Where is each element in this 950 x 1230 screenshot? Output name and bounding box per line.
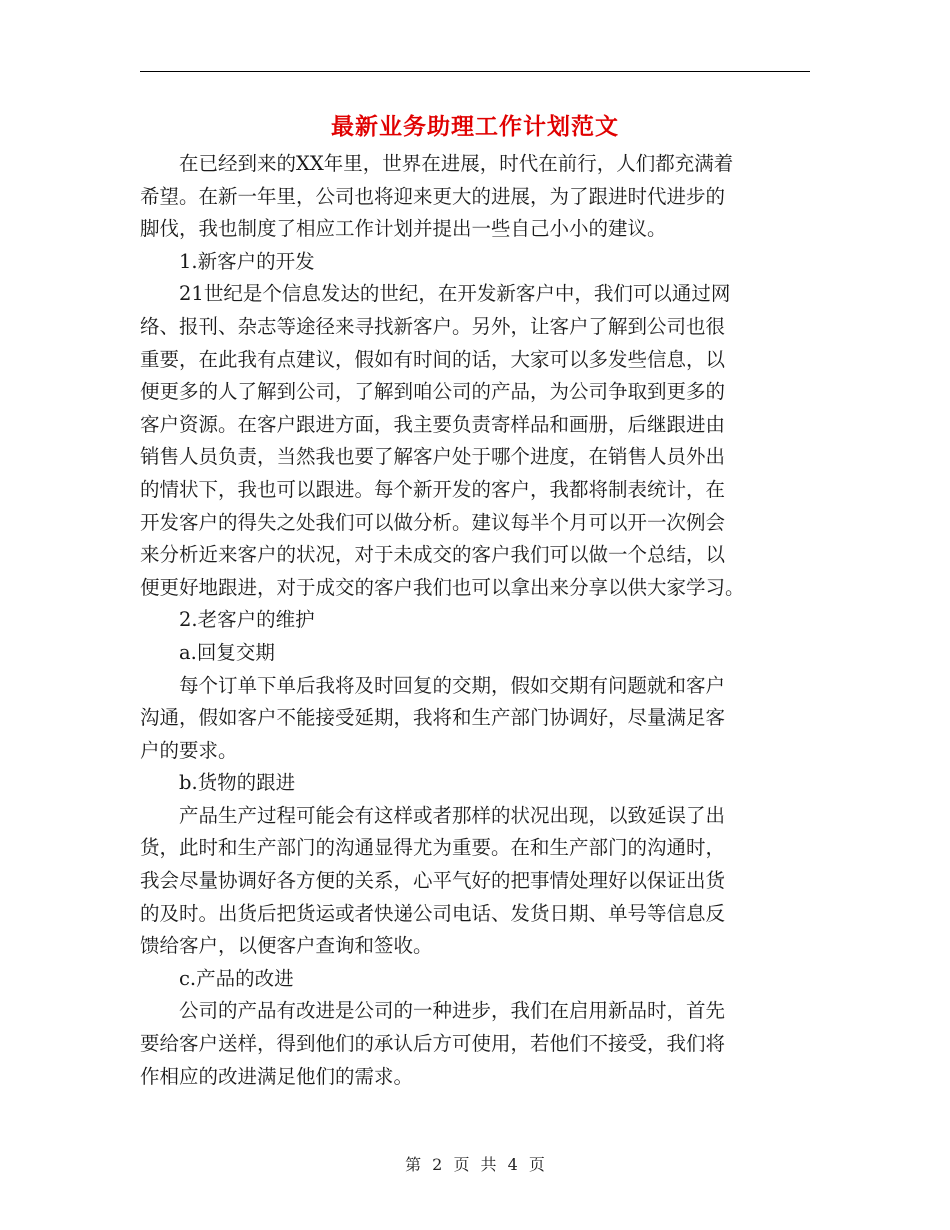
text-line: 开发客户的得失之处我们可以做分析。建议每半个月可以开一次例会 [140,510,726,534]
text-line: 产品生产过程可能会有这样或者那样的状况出现，以致延误了出 [140,803,726,827]
text-line: 1.新客户的开发 [140,249,315,273]
text-line: 馈给客户，以便客户查询和签收。 [140,934,433,958]
text-line: 便更好地跟进，对于成交的客户我们也可以拿出来分享以供大家学习。 [140,575,745,599]
text-line: 在已经到来的XX年里，世界在进展，时代在前行，人们都充满着 [140,152,734,175]
text-line: 希望。在新一年里，公司也将迎来更大的进展，为了跟进时代进步的 [140,184,726,208]
page-number: 第 2 页 共 4 页 [405,1155,545,1174]
text-line: 2.老客户的维护 [140,608,315,632]
text-line: 我会尽量协调好各方便的关系，心平气好的把事情处理好以保证出货 [140,869,726,893]
text-line: 21世纪是个信息发达的世纪，在开发新客户中，我们可以通过网 [140,282,731,306]
text-line: 脚伐，我也制度了相应工作计划并提出一些自己小小的建议。 [140,217,667,241]
document-title: 最新业务助理工作计划范文 [331,113,619,140]
text-line: c.产品的改进 [140,966,294,990]
text-line: 要给客户送样，得到他们的承认后方可使用，若他们不接受，我们将 [140,1032,726,1056]
text-line: 便更多的人了解到公司，了解到咱公司的产品，为公司争取到更多的 [140,380,726,404]
text-line: 的情状下，我也可以跟进。每个新开发的客户，我都将制表统计，在 [140,477,726,501]
text-line: 公司的产品有改进是公司的一种进步，我们在启用新品时，首先 [140,999,726,1023]
text-line: 作相应的改进满足他们的需求。 [140,1064,414,1088]
document-body [140,148,812,1093]
text-line: 沟通，假如客户不能接受延期，我将和生产部门协调好，尽量满足客 [140,706,726,730]
text-line: 的及时。出货后把货运或者快递公司电话、发货日期、单号等信息反 [140,901,726,925]
text-line: 货，此时和生产部门的沟通显得尤为重要。在和生产部门的沟通时， [140,836,726,860]
text-line: 户的要求。 [140,738,238,762]
text-line: a.回复交期 [140,640,275,664]
text-line: 来分析近来客户的状况，对于未成交的客户我们可以做一个总结，以 [140,543,726,567]
text-line: 每个订单下单后我将及时回复的交期，假如交期有问题就和客户 [140,673,726,697]
text-line: 销售人员负责，当然我也要了解客户处于哪个进度，在销售人员外出 [140,445,726,469]
header-rule [140,71,810,72]
text-line: b.货物的跟进 [140,771,296,795]
text-line: 客户资源。在客户跟进方面，我主要负责寄样品和画册，后继跟进由 [140,412,726,436]
text-line: 络、报刊、杂志等途径来寻找新客户。另外，让客户了解到公司也很 [140,314,726,338]
text-line: 重要，在此我有点建议，假如有时间的话，大家可以多发些信息，以 [140,347,726,371]
